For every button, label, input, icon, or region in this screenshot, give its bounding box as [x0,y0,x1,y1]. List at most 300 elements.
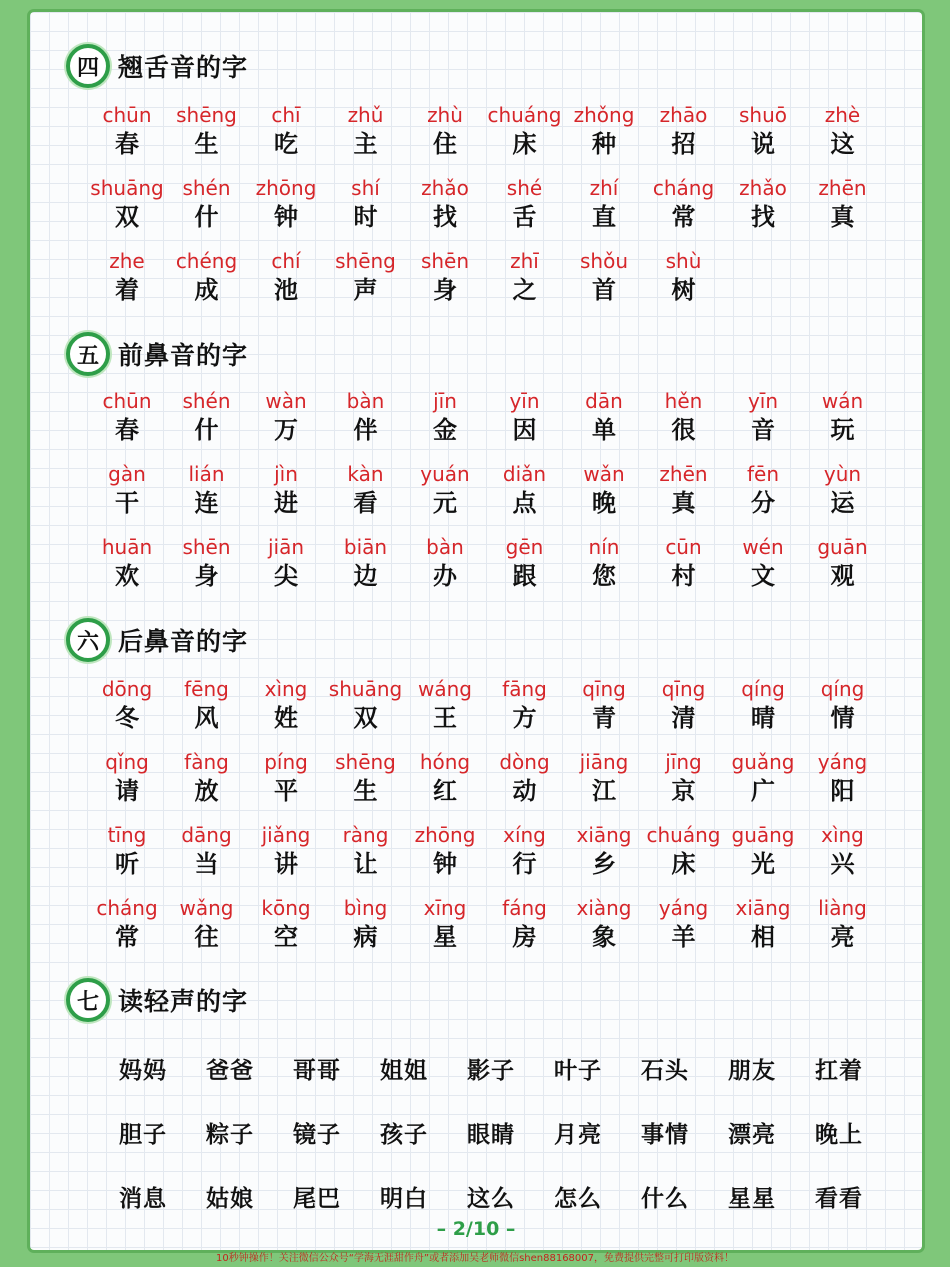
pinyin-label: xìng [264,677,308,701]
pinyin-label: yīn [509,389,540,413]
neutral-tone-word: 明白 [380,1186,428,1212]
hanzi-character: 空 [274,923,298,951]
pinyin-label: dòng [499,750,550,774]
neutral-tone-word: 粽子 [206,1122,254,1148]
hanzi-character: 池 [274,276,298,304]
section-title: 前鼻音的字 [118,341,249,370]
hanzi-character: 找 [751,203,775,231]
neutral-tone-word: 姑娘 [206,1186,254,1212]
character-cell [564,822,644,880]
pinyin-label: chéng [175,249,238,273]
hanzi-character: 什 [194,416,219,444]
hanzi-character: 找 [433,203,457,231]
hanzi-character: 情 [830,704,855,732]
character-cell [405,534,485,592]
character-cell [803,102,883,160]
hanzi-character: 边 [353,562,378,590]
neutral-tone-word: 妈妈 [119,1058,167,1084]
character-cell [246,534,326,592]
character-cell [246,822,326,880]
pinyin-label: nín [588,535,620,559]
character-cell [803,534,883,592]
hanzi-character: 住 [433,130,457,158]
pinyin-label: cháng [96,896,158,920]
character-cell [405,749,485,807]
character-cell [564,388,644,446]
pinyin-label: zhǎo [739,176,787,200]
pinyin-label: jīn [433,389,457,413]
hanzi-character: 万 [274,416,298,444]
hanzi-character: 常 [671,203,696,231]
character-cell [167,822,247,880]
hanzi-character: 尖 [274,562,298,590]
pinyin-label: bàn [346,389,385,413]
character-cell [326,895,406,953]
pinyin-label: fēng [184,677,229,701]
hanzi-character: 金 [433,416,457,444]
character-cell [803,822,883,880]
character-cell [485,822,565,880]
neutral-tone-word: 星星 [728,1186,776,1212]
pinyin-label: qíng [820,677,865,701]
hanzi-character: 声 [353,276,378,304]
pinyin-label: shuāng [90,176,164,200]
pinyin-label: wán [821,389,864,413]
character-cell [87,388,167,446]
section-header [66,46,248,86]
neutral-tone-word: 眼睛 [467,1122,515,1148]
neutral-tone-word: 看看 [815,1186,863,1212]
pinyin-label: shuāng [328,677,403,701]
character-cell [246,676,326,734]
hanzi-character: 钟 [274,203,298,231]
section-title: 后鼻音的字 [118,627,249,656]
pinyin-label: zhǎo [421,176,469,200]
hanzi-character: 常 [115,923,139,951]
character-cell [167,895,247,953]
character-cell [405,175,485,233]
pinyin-label: wǎn [583,462,625,486]
pinyin-label: chuáng [487,103,562,127]
pinyin-label: zhōng [414,823,476,847]
hanzi-character: 冬 [115,704,139,732]
pinyin-label: jiǎng [261,823,311,847]
character-cell [326,175,406,233]
character-cell [803,895,883,953]
character-cell [405,461,485,519]
character-cell [405,822,485,880]
hanzi-character: 晴 [751,704,775,732]
worksheet-page [30,12,922,1250]
pinyin-label: yùn [823,462,862,486]
hanzi-character: 直 [592,203,616,231]
pinyin-label: jīng [665,750,702,774]
character-cell [326,749,406,807]
pinyin-label: dāng [181,823,232,847]
character-cell [326,676,406,734]
character-cell [405,102,485,160]
pinyin-label: yáng [817,750,868,774]
hanzi-character: 种 [592,130,616,158]
neutral-tone-word: 姐姐 [380,1058,428,1084]
hanzi-character: 看 [353,489,378,517]
hanzi-character: 舌 [512,203,537,231]
pinyin-label: qǐng [105,750,149,774]
hanzi-character: 连 [194,489,219,517]
pinyin-label: yáng [658,896,709,920]
pinyin-label: zhe [109,249,145,273]
pinyin-label: cūn [665,535,702,559]
character-cell [405,388,485,446]
character-cell [87,248,167,306]
character-cell [564,248,644,306]
neutral-tone-word: 消息 [119,1186,167,1212]
pinyin-label: huān [101,535,153,559]
hanzi-character: 分 [751,489,775,517]
pinyin-label: shù [665,249,702,273]
neutral-tone-word: 这么 [467,1186,515,1212]
character-cell [326,534,406,592]
pinyin-label: guāng [731,823,795,847]
hanzi-character: 光 [751,850,775,878]
hanzi-character: 说 [751,130,775,158]
pinyin-label: diǎn [502,462,547,486]
section-header [66,980,248,1020]
pinyin-label: zhēn [659,462,708,486]
hanzi-character: 星 [433,923,457,951]
pinyin-label: xiàng [576,896,632,920]
pinyin-label: chí [271,249,301,273]
hanzi-character: 首 [592,276,616,304]
hanzi-character: 进 [274,489,298,517]
pinyin-label: ràng [342,823,389,847]
character-cell [564,895,644,953]
pinyin-label: xíng [503,823,546,847]
hanzi-character: 元 [433,489,457,517]
neutral-tone-word: 胆子 [119,1122,167,1148]
character-cell [405,676,485,734]
character-cell [644,822,724,880]
character-cell [326,102,406,160]
hanzi-character: 成 [194,276,219,304]
hanzi-character: 观 [830,562,855,590]
hanzi-character: 村 [671,562,696,590]
pinyin-label: guǎng [731,750,795,774]
hanzi-character: 您 [592,562,616,590]
character-cell [644,175,724,233]
character-cell [87,175,167,233]
hanzi-character: 清 [671,704,696,732]
neutral-tone-word: 晚上 [815,1122,863,1148]
hanzi-character: 阳 [830,777,855,805]
hanzi-character: 亮 [830,923,855,951]
hanzi-character: 身 [194,562,219,590]
hanzi-character: 风 [194,704,219,732]
footer-banner: 10秒钟操作！关注微信公众号“学海无涯甜作舟”或者添加吴老师微信shen88168007，免费提供完整可打印版资料！ [215,1253,735,1264]
pinyin-label: fāng [502,677,547,701]
character-cell [167,749,247,807]
hanzi-character: 相 [751,923,775,951]
hanzi-character: 玩 [830,416,855,444]
pinyin-label: xìng [821,823,864,847]
pinyin-label: zhēn [818,176,867,200]
pinyin-label: xiāng [735,896,791,920]
pinyin-label: cháng [652,176,715,200]
character-cell [87,822,167,880]
character-cell [564,749,644,807]
character-cell [723,822,803,880]
hanzi-character: 身 [433,276,457,304]
character-cell [326,461,406,519]
pinyin-label: shí [351,176,380,200]
character-row [87,676,887,736]
character-cell [564,534,644,592]
neutral-tone-word: 扛着 [815,1058,863,1084]
word-row [98,1180,888,1216]
character-cell [167,676,247,734]
pinyin-label: zhù [427,103,463,127]
hanzi-character: 青 [592,704,616,732]
character-cell [326,248,406,306]
hanzi-character: 平 [274,777,298,805]
pinyin-label: guān [817,535,868,559]
hanzi-character: 往 [194,923,219,951]
pinyin-label: zhōng [255,176,317,200]
hanzi-character: 床 [671,850,696,878]
pinyin-label: zhī [510,249,539,273]
character-cell [644,895,724,953]
pinyin-label: shén [182,176,231,200]
character-cell [246,461,326,519]
pinyin-label: lián [188,462,225,486]
character-row [87,895,887,955]
hanzi-character: 真 [671,489,696,517]
character-cell [326,822,406,880]
hanzi-character: 听 [115,850,139,878]
hanzi-character: 京 [671,777,696,805]
character-cell [167,248,247,306]
pinyin-label: yuán [420,462,470,486]
section-number-badge: 七 [66,978,110,1022]
character-cell [803,175,883,233]
hanzi-character: 主 [353,130,378,158]
neutral-tone-word: 事情 [641,1122,689,1148]
hanzi-character: 吃 [274,130,298,158]
pinyin-label: gēn [505,535,544,559]
character-cell [246,749,326,807]
character-row [87,534,887,594]
pinyin-label: jìn [274,462,298,486]
pinyin-label: jiān [267,535,305,559]
neutral-tone-word: 漂亮 [728,1122,776,1148]
hanzi-character: 文 [751,562,775,590]
pinyin-label: chūn [102,389,152,413]
neutral-tone-word: 朋友 [728,1058,776,1084]
pinyin-label: biān [343,535,388,559]
hanzi-character: 单 [592,416,616,444]
hanzi-character: 象 [592,923,616,951]
hanzi-character: 什 [194,203,219,231]
hanzi-character: 羊 [671,923,696,951]
section-number-badge: 六 [66,618,110,662]
character-cell [485,534,565,592]
character-cell [87,102,167,160]
neutral-tone-word: 叶子 [554,1058,602,1084]
hanzi-character: 招 [671,130,696,158]
character-cell [803,749,883,807]
character-cell [167,175,247,233]
hanzi-character: 兴 [830,850,855,878]
pinyin-label: shēng [335,750,396,774]
character-cell [723,175,803,233]
pinyin-label: bìng [343,896,388,920]
hanzi-character: 王 [433,704,457,732]
character-cell [87,534,167,592]
character-cell [803,388,883,446]
pinyin-label: zhè [824,103,861,127]
character-cell [246,175,326,233]
neutral-tone-word: 什么 [641,1186,689,1212]
hanzi-character: 红 [433,777,457,805]
hanzi-character: 办 [433,562,457,590]
hanzi-character: 真 [830,203,855,231]
pinyin-label: shēng [176,103,237,127]
pinyin-label: chūn [102,103,152,127]
pinyin-label: bàn [426,535,464,559]
character-cell [803,676,883,734]
hanzi-character: 方 [512,704,537,732]
pinyin-label: shēng [335,249,396,273]
character-cell [803,461,883,519]
hanzi-character: 姓 [274,704,298,732]
pinyin-label: shuō [738,103,787,127]
neutral-tone-word: 孩子 [380,1122,428,1148]
hanzi-character: 春 [115,416,139,444]
pinyin-label: wàn [265,389,307,413]
character-cell [644,461,724,519]
character-cell [723,676,803,734]
character-cell [564,461,644,519]
section-number-badge: 四 [66,44,110,88]
section-number-badge: 五 [66,332,110,376]
page-number: – 2/10 – [436,1218,516,1240]
pinyin-label: kōng [261,896,311,920]
character-cell [723,461,803,519]
character-cell [723,534,803,592]
word-row [98,1052,888,1088]
character-cell [87,895,167,953]
section-header [66,620,248,660]
pinyin-label: shēn [420,249,470,273]
neutral-tone-word: 镜子 [293,1122,341,1148]
hanzi-character: 行 [512,850,537,878]
character-cell [644,676,724,734]
hanzi-character: 伴 [353,416,378,444]
character-cell [564,102,644,160]
hanzi-character: 干 [115,489,139,517]
character-row [87,749,887,809]
hanzi-character: 请 [115,777,139,805]
section-title: 翘舌音的字 [118,53,249,82]
pinyin-label: qíng [741,677,785,701]
pinyin-label: wén [742,535,784,559]
character-cell [485,102,565,160]
pinyin-label: zhǔ [347,103,384,127]
hanzi-character: 讲 [274,850,298,878]
character-cell [167,388,247,446]
character-row [87,102,887,162]
character-row [87,461,887,521]
hanzi-character: 双 [115,203,139,231]
character-cell [485,461,565,519]
pinyin-label: wáng [418,677,472,701]
pinyin-label: jiāng [579,750,629,774]
hanzi-character: 很 [671,416,696,444]
character-cell [167,461,247,519]
pinyin-label: shēn [182,535,231,559]
character-cell [246,895,326,953]
character-cell [644,388,724,446]
hanzi-character: 钟 [433,850,457,878]
hanzi-character: 树 [671,276,696,304]
pinyin-label: fēn [746,462,780,486]
character-cell [167,102,247,160]
neutral-tone-word: 月亮 [554,1122,602,1148]
character-row [87,822,887,882]
pinyin-label: qīng [661,677,706,701]
character-cell [644,248,724,306]
hanzi-character: 动 [512,777,537,805]
section-title: 读轻声的字 [118,987,249,1016]
hanzi-character: 广 [751,777,775,805]
hanzi-character: 江 [592,777,616,805]
character-cell [87,676,167,734]
character-cell [485,895,565,953]
hanzi-character: 跟 [512,562,537,590]
pinyin-label: xiāng [576,823,632,847]
pinyin-label: chī [271,103,301,127]
character-row [87,248,887,308]
hanzi-character: 点 [512,489,537,517]
character-row [87,388,887,448]
character-cell [723,749,803,807]
pinyin-label: fàng [184,750,229,774]
character-cell [246,102,326,160]
pinyin-label: wǎng [179,896,234,920]
character-cell [246,248,326,306]
pinyin-label: qīng [582,677,626,701]
character-cell [564,175,644,233]
hanzi-character: 欢 [115,562,139,590]
hanzi-character: 晚 [592,489,616,517]
pinyin-label: hóng [419,750,471,774]
hanzi-character: 春 [115,130,139,158]
pinyin-label: kàn [347,462,384,486]
hanzi-character: 乡 [592,850,616,878]
pinyin-label: hěn [664,389,703,413]
section-header [66,334,248,374]
hanzi-character: 生 [194,130,219,158]
character-cell [723,388,803,446]
character-cell [644,534,724,592]
pinyin-label: zhí [589,176,619,200]
character-cell [564,676,644,734]
character-cell [87,749,167,807]
character-cell [644,102,724,160]
character-cell [167,534,247,592]
character-cell [485,676,565,734]
hanzi-character: 放 [194,777,219,805]
